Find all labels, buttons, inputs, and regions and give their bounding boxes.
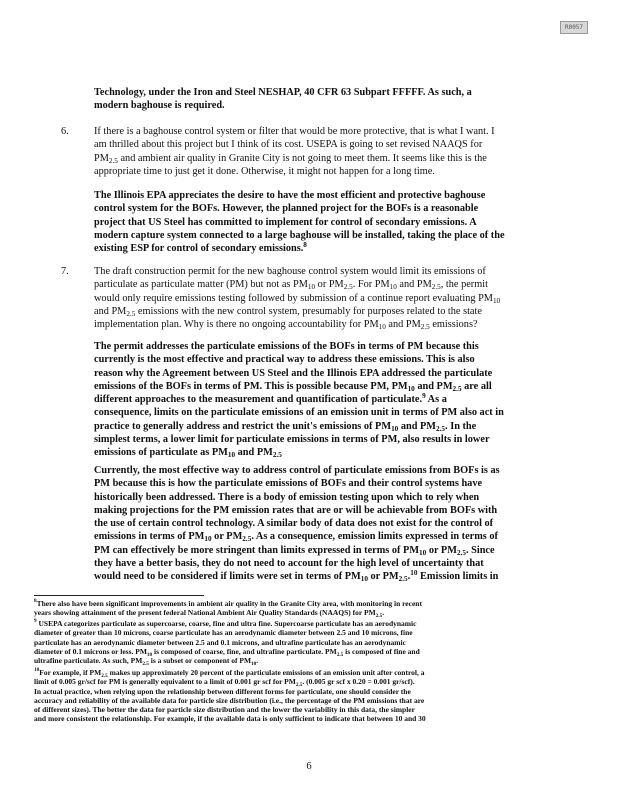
- page-number: 6: [306, 761, 312, 772]
- text-line: diameter of greater than 10 microns, coarse particulate has an aerodynamic diameter between 2.5 and 10 microns, fine: [34, 628, 413, 638]
- text-line: and $PM_{2.5}$ emissions with the new control system, presumably for purposes related to the state: [94, 305, 482, 318]
- text-line: historically been addressed. There is a body of emission testing upon which to rely when: [94, 491, 480, 503]
- text-line: currently is the most effective and practical way to address these emissions. This is also: [94, 354, 475, 366]
- text-line: $^8$There also have been significant improvements in ambient air quality in the Granite City area, with monitoring in recent: [34, 598, 422, 608]
- text-line: PM can effectively be more stringent than limits expressed in terms of $PM_{10}$ or $PM_{2.5}$. Since: [94, 544, 495, 557]
- text-line: the use of certain control technology. A similar body of data does not exist for the control of: [94, 518, 494, 530]
- footnote-9: [34, 618, 594, 668]
- text-line: ultrafine particulate. As such, $PM_{2.5}$ is a subset or component of $PM_{10}$.: [34, 656, 259, 668]
- text-line: and more consistent the relationship. For example, if the available data is only sufficient to indicate that between 10 and 30: [34, 714, 426, 724]
- footnote-8: [34, 599, 594, 618]
- text-line: The draft construction permit for the new baghouse control system would limit its emissions of: [94, 266, 486, 277]
- bates-stamp: R0057: [560, 21, 588, 34]
- item-number-7: 7.: [61, 266, 69, 277]
- comment-7: [94, 265, 609, 331]
- footnote-10: [34, 668, 594, 724]
- text-line: Technology, under the Iron and Steel NESHAP, 40 CFR 63 Subpart FFFFF. As such, a: [94, 87, 472, 98]
- text-line: am thrilled about this project but I think of its cost. USEPA is going to set revised NAAQS for: [94, 139, 483, 151]
- text-line: they have a better basis, they do not need to account for the high level of uncertainty that: [94, 558, 484, 570]
- text-line: making projections for the PM emission rates that are or will be achievable from BOFs with: [94, 504, 498, 516]
- text-line: control system for the BOFs. However, the planned project for the BOFs is a reasonable: [94, 203, 479, 215]
- text-line: diameter of 0.1 microns or less. $PM_{10}$ is composed of coarse, fine, and ultrafine particulate. $PM_{2.5}$ is composed of fine and: [34, 646, 420, 658]
- text-line: limit of 0.005 gr/scf for PM is generally equivalent to a limit of 0.001 gr scf for $PM_{2.5}$. (0.005 gr scf x 0.20 = 0.001 gr/scf).: [34, 677, 415, 689]
- text-line: of different sizes). The better the data for particle size distribution and the lower the variability in this data, the simpler: [34, 705, 415, 715]
- text-line: simplest terms, a lower limit for particulate emissions in terms of PM, also results in lower: [94, 434, 490, 446]
- text-line: accuracy and reliability of the available data for particle size distribution (i.e., the percentage of the PM emissions that are: [34, 695, 425, 705]
- text-line: PM because this is how the particulate emissions of BOFs and their control systems have: [94, 478, 483, 490]
- text-line: project that US Steel has committed to implement for control of secondary emissions. A: [94, 216, 477, 228]
- text-line: modern baghouse is required.: [94, 100, 225, 112]
- text-line: particulate as particulate matter (PM) but not as $PM_{10}$ or $PM_{2.5}$. For $PM_{10}$ and $PM_{2.5}$, the permit: [94, 279, 488, 292]
- response-6: [94, 189, 604, 255]
- text-line: $^9$ USEPA categorizes particulate as supercoarse, coarse, fine and ultra fine. Supercoarse particulate has an aerodynamic: [34, 618, 417, 628]
- text-line: Currently, the most effective way to address control of particulate emissions from BOFs is as: [94, 465, 500, 476]
- response-continuation: [94, 86, 594, 113]
- text-line: existing ESP for control of secondary emissions.$^8$: [94, 241, 307, 255]
- text-line: The Illinois EPA appreciates the desire to have the most efficient and protective baghouse: [94, 190, 486, 201]
- response-7b: [94, 464, 609, 584]
- text-line: practice to generally address and restrict the unit's emissions of $PM_{10}$ and $PM_{2.5}$. In the: [94, 420, 477, 433]
- text-line: years showing attainment of the present federal National Ambient Air Quality Standards (NAAQS) for $PM_{2.5}$.: [34, 608, 385, 620]
- text-line: implementation plan. Why is there no ongoing accountability for $PM_{10}$ and $PM_{2.5}$ emissions?: [94, 319, 478, 332]
- text-line: emissions in terms of $PM_{10}$ or $PM_{2.5}$. As a consequence, emission limits expressed in terms of: [94, 531, 498, 544]
- text-line: would only require emissions testing followed by submission of a continue report evaluating $PM_{10}$: [94, 292, 501, 305]
- text-line: consequence, limits on the particulate emissions of an emission unit in terms of PM also act in: [94, 407, 504, 419]
- text-line: $^{10}$For example, if $PM_{2.5}$ makes up approximately 20 percent of the particulate emissions of an emission unit after control, a: [34, 667, 425, 679]
- text-line: In actual practice, when relying upon the relationship between different forms for particulate, one should consider the: [34, 686, 411, 696]
- text-line: emissions of particulate as $PM_{10}$ and $PM_{2.5}$: [94, 447, 282, 460]
- text-line: modern capture system connected to a large baghouse will be installed, taking the place of the: [94, 229, 505, 241]
- text-line: emissions of the BOFs in terms of PM. This is possible because PM, $PM_{10}$ and $PM_{2.5}$ are all: [94, 380, 492, 393]
- item-number-6: 6.: [61, 126, 69, 137]
- text-line: particulate has an aerodynamic diameter between 2.5 and 0.1 microns, and ultrafine particulate has an aerodynamic: [34, 637, 406, 647]
- response-7a: [94, 340, 609, 460]
- text-line: The permit addresses the particulate emissions of the BOFs in terms of PM because this: [94, 341, 479, 352]
- text-line: would need to be considered if limits were set in terms of $PM_{10}$ or $PM_{2.5}.^{10}$ Emission limits in: [94, 569, 499, 584]
- text-line: $PM_{2.5}$ and ambient air quality in Granite City is not going to meet them. It seems like this is the: [94, 152, 487, 165]
- text-line: reason why the Agreement between US Steel and the Illinois EPA addressed the particulate: [94, 367, 493, 379]
- text-line: different approaches to the measurement and quantification of particulate.$^9$ As a: [94, 392, 447, 406]
- comment-6: [94, 125, 604, 178]
- text-line: If there is a baghouse control system or filter that would be more protective, that is what I want. I: [94, 126, 495, 137]
- text-line: appropriate time to just get it done. Otherwise, it might not happen for a long time.: [94, 165, 435, 177]
- footnote-divider: [34, 595, 204, 596]
